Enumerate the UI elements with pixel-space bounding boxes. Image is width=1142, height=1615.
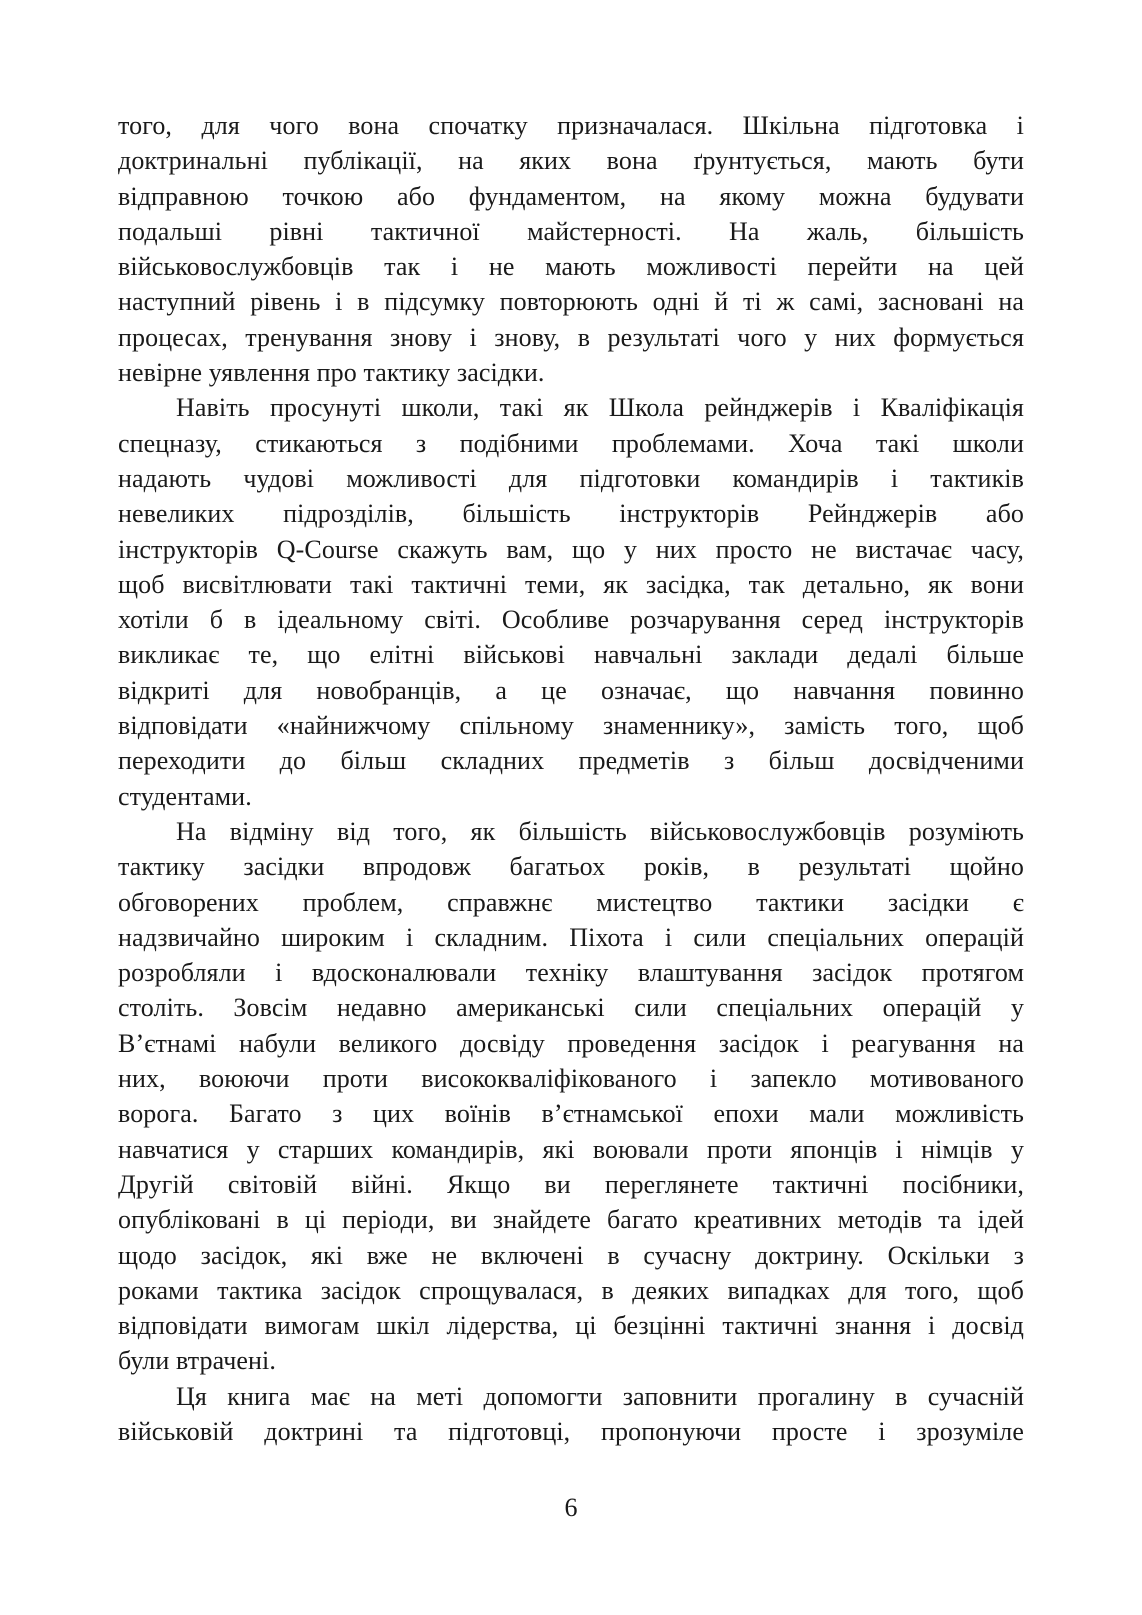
paragraph [118,814,1024,1379]
text-line: студентами. [118,781,252,811]
text-line: На відміну від того, як більшість військовослужбовців розуміють [176,816,1024,846]
text-line: були втрачені. [118,1346,276,1376]
text-line: невірне уявлення про тактику засідки. [118,358,545,388]
text-line: наступний рівень і в підсумку повторюють одні й ті ж самі, засновані на [118,287,1024,317]
paragraph [118,108,1024,390]
text-line: навчатися у старших командирів, які воювали проти японців і німців у [118,1134,1024,1164]
text-line: військовослужбовців так і не мають можливості перейти на цей [118,252,1024,282]
page-number: 6 [564,1493,578,1522]
paragraph [118,390,1024,814]
text-line: того, для чого вона спочатку призначалася. Шкільна підготовка і [118,111,1024,140]
text-line: обговорених проблем, справжнє мистецтво тактики засідки є [118,887,1024,917]
text-line: Ця книга має на меті допомогти заповнити прогалину в сучасній [176,1381,1024,1411]
text-line: В’єтнамі набули великого досвіду проведення засідок і реагування на [118,1028,1024,1058]
text-line: інструкторів Q-Course скажуть вам, що у них просто не вистачає часу, [118,534,1024,564]
text-line: розробляли і вдосконалювали техніку влаштування засідок протягом [118,958,1024,988]
text-line: відправною точкою або фундаментом, на якому можна будувати [118,181,1024,211]
text-line: надають чудові можливості для підготовки командирів і тактиків [118,463,1024,493]
text-line: відкриті для новобранців, а це означає, що навчання повинно [118,675,1024,705]
text-line: щодо засідок, які вже не включені в сучасну доктрину. Оскільки з [118,1240,1024,1270]
text-line: Другій світовій війні. Якщо ви переглянете тактичні посібники, [118,1169,1024,1199]
text-line: подальші рівні тактичної майстерності. На жаль, більшість [118,216,1024,246]
text-line: викликає те, що елітні військові навчальні заклади дедалі більше [118,640,1024,670]
text-line: спецназу, стикаються з подібними проблемами. Хоча такі школи [118,428,1024,458]
text-line: Навіть просунуті школи, такі як Школа рейнджерів і Кваліфікація [176,393,1024,423]
text-line: надзвичайно широким і складним. Піхота і сили спеціальних операцій [118,922,1024,952]
text-line: військовій доктрині та підготовці, пропонуючи просте і зрозуміле [118,1416,1024,1446]
text-line: них, воюючи проти висококваліфікованого і запекло мотивованого [118,1064,1024,1094]
text-line: процесах, тренування знову і знову, в результаті чого у них формується [118,322,1024,352]
text-line: щоб висвітлювати такі тактичні теми, як засідка, так детально, як вони [118,569,1024,599]
text-line: роками тактика засідок спрощувалася, в деяких випадках для того, щоб [118,1275,1024,1305]
text-line: століть. Зовсім недавно американські сили спеціальних операцій у [118,993,1024,1023]
text-line: доктринальні публікації, на яких вона ґрунтується, мають бути [118,146,1024,176]
text-line: ворога. Багато з цих воїнів в’єтнамської епохи мали можливість [118,1099,1024,1129]
text-line: невеликих підрозділів, більшість інструкторів Рейнджерів або [118,499,1024,529]
text-line: опубліковані в ці періоди, ви знайдете багато креативних методів та ідей [118,1205,1024,1235]
text-line: відповідати вимогам шкіл лідерства, ці безцінні тактичні знання і досвід [118,1311,1024,1341]
paragraph [118,1379,1024,1450]
document-page-body [118,108,1024,1449]
text-line: тактику засідки впродовж багатьох років, в результаті щойно [118,852,1024,882]
text-line: переходити до більш складних предметів з більш досвідченими [118,746,1024,776]
text-line: хотіли б в ідеальному світі. Особливе розчарування серед інструкторів [118,605,1024,635]
text-line: відповідати «найнижчому спільному знаменнику», замість того, щоб [118,711,1024,741]
